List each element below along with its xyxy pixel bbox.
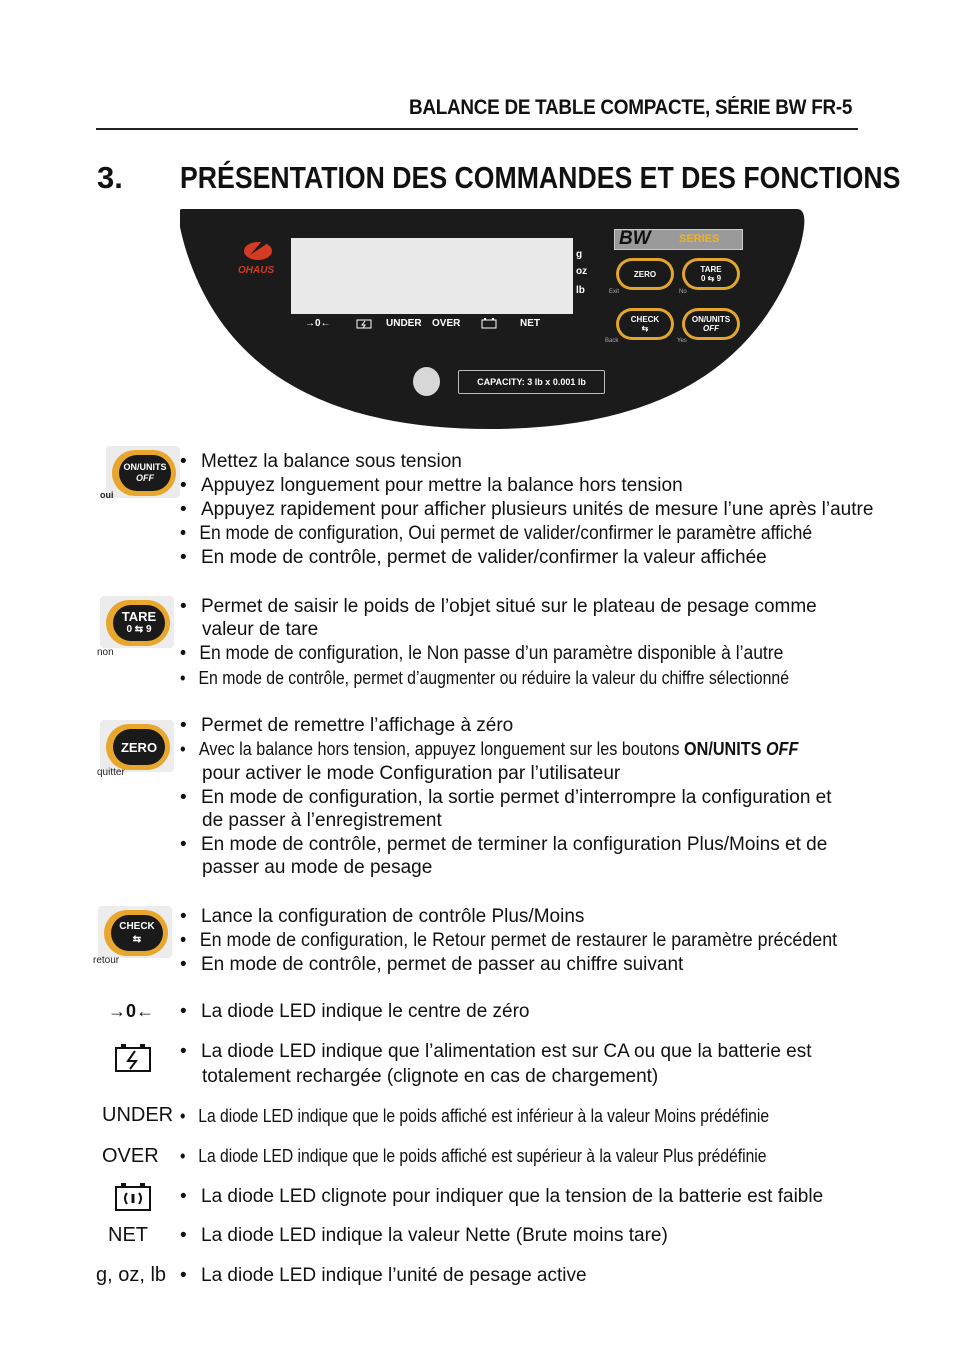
tare-bullet-1-cont: valeur de tare	[202, 619, 319, 640]
check-label: CHECK	[119, 921, 155, 932]
panel-check-label: CHECK	[630, 315, 660, 324]
battery-icon	[481, 318, 497, 329]
panel-exit-label: Exit	[609, 289, 620, 295]
section-number: 3.	[97, 160, 123, 195]
onunits-caption: oui	[100, 490, 114, 500]
zero-b2-text: Avec la balance hors tension, appuyez longuement sur les boutons	[198, 739, 685, 759]
zero-button-icon	[100, 720, 174, 772]
panel-onunits-button[interactable]	[682, 308, 740, 340]
ac-power-icon	[356, 318, 372, 329]
battery-icon-large	[114, 1182, 152, 1212]
indicator-zero: →0←	[305, 318, 331, 329]
series-text: SERIES	[679, 233, 720, 245]
check-button-icon	[98, 906, 172, 958]
indicator-net: NET	[520, 318, 540, 329]
tare-button-icon	[100, 596, 174, 648]
zero-b2-off: OFF	[765, 739, 799, 759]
unit-symbol: g, oz, lb	[96, 1264, 167, 1286]
zero-bullet-4-cont: passer au mode de pesage	[202, 857, 433, 878]
indicator-over: OVER	[432, 318, 461, 329]
panel-onunits-label: ON/UNITS	[691, 315, 731, 324]
panel-off-label: OFF	[703, 324, 719, 333]
panel-zero-label: ZERO	[633, 269, 657, 279]
check-caption: retour	[93, 955, 120, 966]
zero-b2-onunits: ON/UNITS	[684, 739, 762, 759]
panel-check-button[interactable]	[616, 308, 674, 340]
control-panel	[180, 207, 805, 429]
level-bubble	[413, 367, 440, 396]
header-rule	[96, 128, 858, 130]
indicator-under: UNDER	[386, 318, 422, 329]
net-symbol: NET	[108, 1224, 148, 1246]
unit-g: g	[576, 249, 583, 260]
panel-back-label: Back	[605, 338, 619, 344]
lcd-display	[291, 238, 573, 314]
over-symbol: OVER	[102, 1145, 159, 1167]
ac-power-icon-large	[114, 1043, 152, 1073]
unit-oz: oz	[576, 266, 588, 277]
zero-caption: quitter	[97, 767, 125, 778]
panel-tare-label: TARE	[700, 265, 722, 274]
panel-zero-button[interactable]	[616, 258, 674, 290]
zero-bullet-3-cont: de passer à l’enregistrement	[202, 810, 442, 831]
panel-yes-label: Yes	[677, 338, 687, 344]
check-cycle-icon: ⇆	[641, 324, 649, 333]
ac-power-bullet-cont: totalement rechargée (clignote en cas de chargement)	[202, 1066, 659, 1087]
unit-lb: lb	[576, 285, 585, 296]
panel-no-label: No	[679, 289, 687, 295]
tare-caption: non	[97, 647, 114, 658]
onunits-button-icon	[106, 446, 180, 498]
zero-center-symbol: →0←	[108, 1001, 155, 1021]
section-title: PRÉSENTATION DES COMMANDES ET DES FONCTIONS	[180, 160, 901, 195]
check-cycle-icon-2: ⇆	[132, 934, 142, 945]
tare-digits: 0 ⇆ 9	[126, 624, 152, 635]
bw-series-badge	[614, 229, 743, 250]
panel-tare-digits: 0 ⇆ 9	[700, 274, 722, 283]
zero-bullet-2-cont: pour activer le mode Configuration par l’utilisateur	[202, 763, 621, 784]
under-symbol: UNDER	[102, 1104, 174, 1126]
bw-text: BW	[619, 228, 651, 249]
brand-text: OHAUS	[238, 265, 275, 276]
onunits-off-label: OFF	[136, 473, 154, 483]
panel-tare-button[interactable]	[682, 258, 740, 290]
onunits-label: ON/UNITS	[123, 462, 167, 472]
tare-label: TARE	[121, 609, 157, 624]
capacity-label: CAPACITY: 3 lb x 0.001 lb	[458, 370, 605, 394]
zero-label: ZERO	[120, 739, 158, 755]
page-header: BALANCE DE TABLE COMPACTE, SÉRIE BW FR-5	[409, 96, 853, 119]
